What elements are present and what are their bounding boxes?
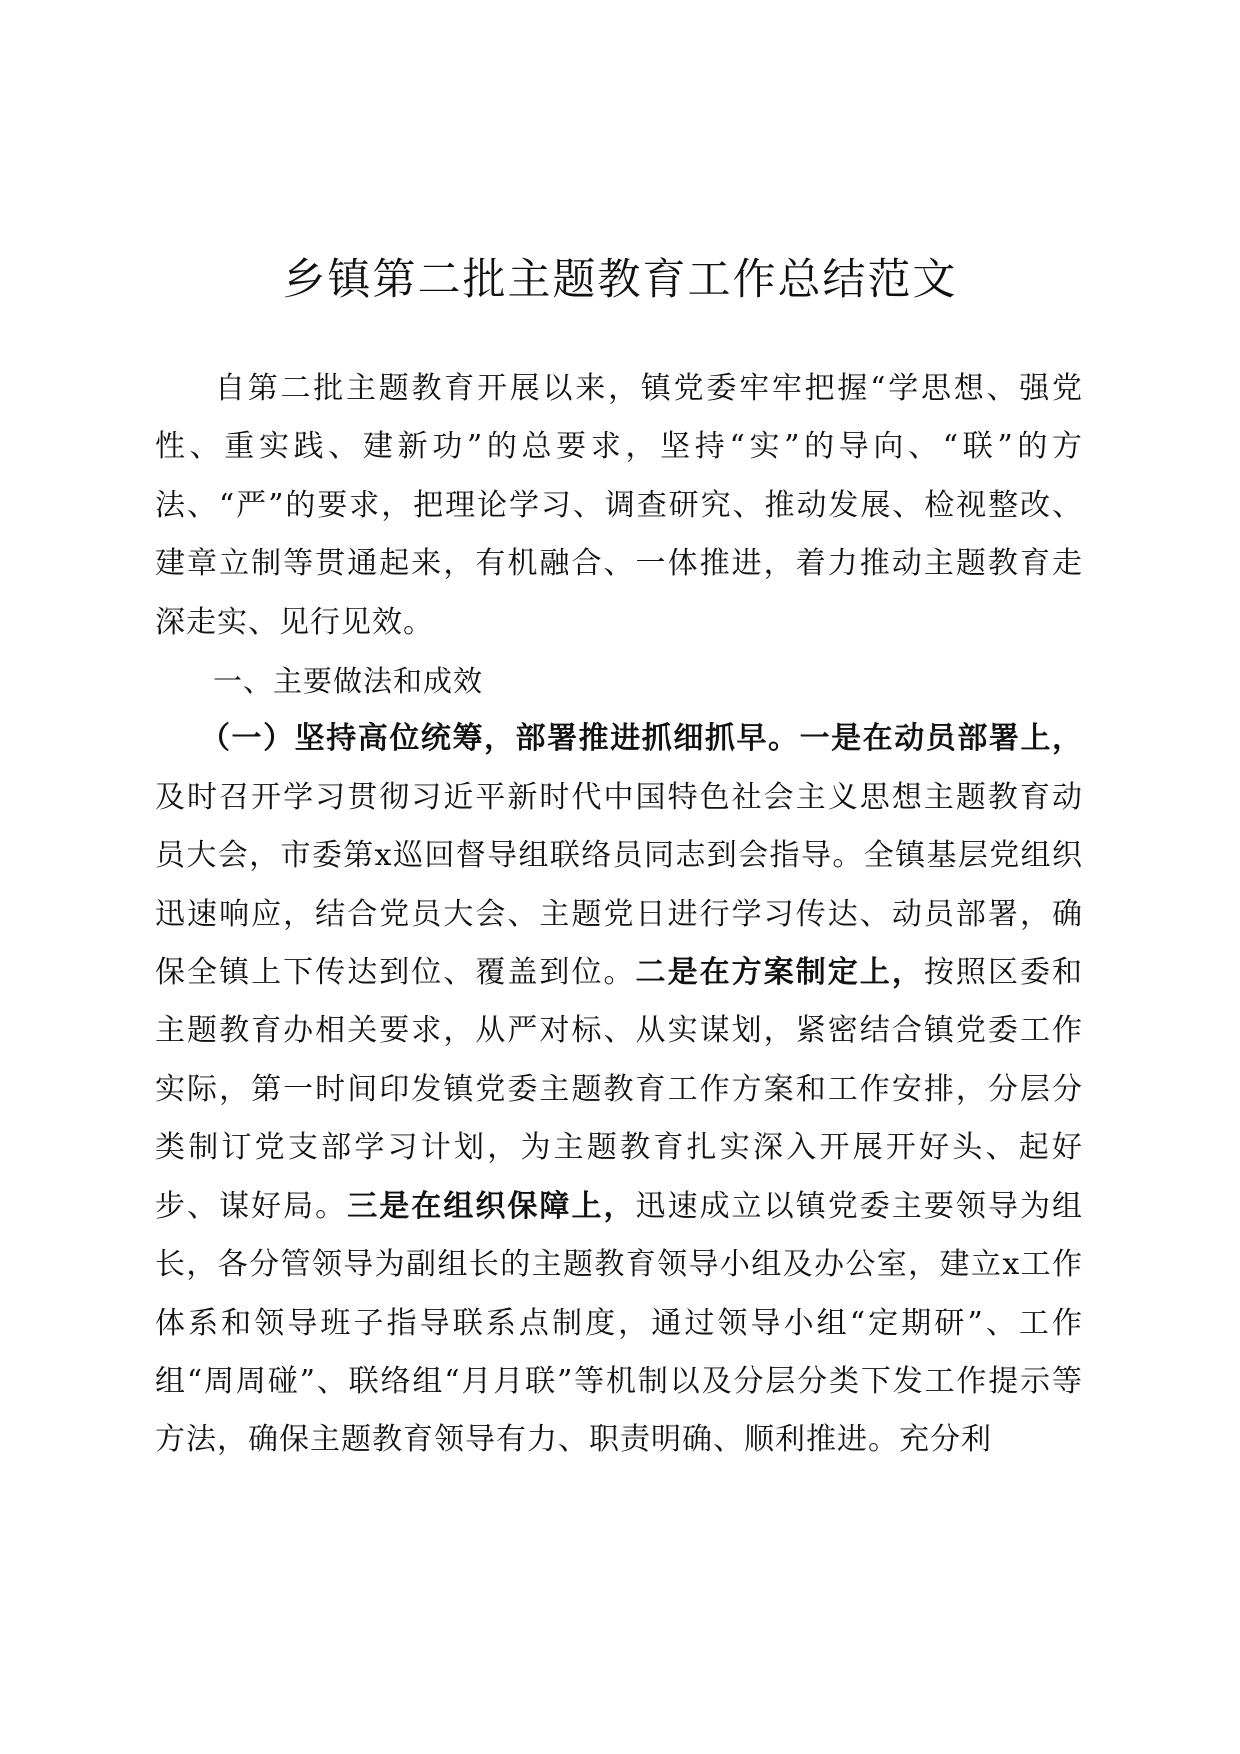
document-title: 乡镇第二批主题教育工作总结范文 [282,255,958,305]
point-2-lead: 二是在方案制定上， [635,955,924,991]
point-3-lead: 三是在组织保障上， [347,1188,636,1224]
intro-paragraph: 自第二批主题教育开展以来，镇党委牢牢把握“学思想、强党性、重实践、建新功”的总要求，坚持“实”的导向、“联”的方法、“严”的要求，把理论学习、调查研究、推动发展、检视整改、建章立制等贯通起来，有机融合、一体推进，着力推动主题教育走深走实、见行见效。 [155,371,1083,640]
point-1-text: 及时召开学习贯彻习近平新时代中国特色社会主义思想主题教育动员大会，市委第x巡回督导组联络员同志到会指导。全镇基层党组织迅速响应，结合党员大会、主题党日进行学习传达、动员部署，确保全镇上下传达到位、覆盖到位。 [155,779,1083,991]
subsection-paragraph [155,710,1083,1469]
point-1-lead: 一是在动员部署上， [799,721,1084,757]
point-2-text: 按照区委和主题教育办相关要求，从严对标、从实谋划，紧密结合镇党委工作实际，第一时间印发镇党委主题教育工作方案和工作安排，分层分类制订党支部学习计划，为主题教育扎实深入开展开好头、起好步、谋好局。 [155,955,1084,1224]
document-body [155,360,1083,1470]
point-3-text: 迅速成立以镇党委主要领导为组长，各分管领导为副组长的主题教育领导小组及办公室，建立x工作体系和领导班子指导联系点制度，通过领导小组“定期研”、工作组“周周碰”、联络组“月月联”等机制以及分层分类下发工作提示等方法，确保主题教育领导有力、职责明确、顺利推进。充分利 [155,1188,1084,1458]
section-heading: 一、主要做法和成效 [213,664,484,699]
subsection-heading: （一）坚持高位统筹，部署推进抓细抓早。 [200,721,800,757]
